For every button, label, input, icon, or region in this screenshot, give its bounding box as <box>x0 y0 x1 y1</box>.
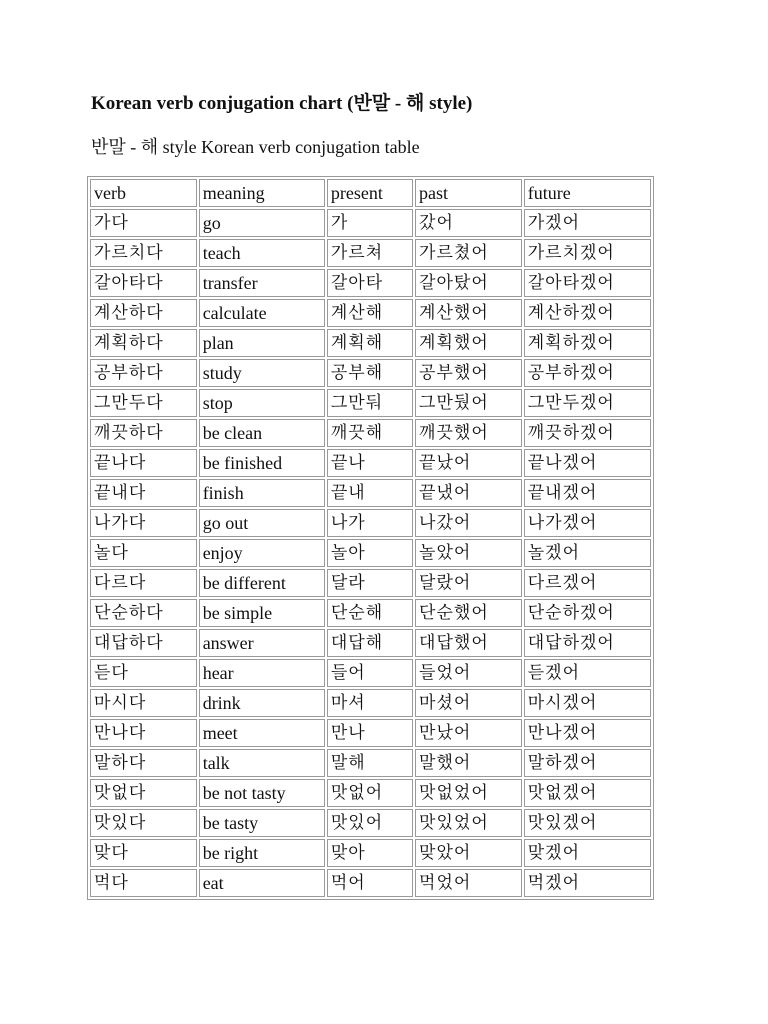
past-cell: 대답했어 <box>415 629 522 657</box>
meaning-cell: transfer <box>199 269 325 297</box>
table-row <box>90 449 651 477</box>
table-row <box>90 719 651 747</box>
present-cell: 깨끗해 <box>327 419 413 447</box>
present-cell: 계산해 <box>327 299 413 327</box>
verb-cell: 맛없다 <box>90 779 197 807</box>
verb-cell: 말하다 <box>90 749 197 777</box>
table-row <box>90 389 651 417</box>
verb-cell: 놀다 <box>90 539 197 567</box>
meaning-cell: be not tasty <box>199 779 325 807</box>
present-cell: 놀아 <box>327 539 413 567</box>
meaning-cell: be right <box>199 839 325 867</box>
header-meaning: meaning <box>199 179 325 207</box>
future-cell: 듣겠어 <box>524 659 651 687</box>
future-cell: 공부하겠어 <box>524 359 651 387</box>
present-cell: 맞아 <box>327 839 413 867</box>
present-cell: 나가 <box>327 509 413 537</box>
verb-cell: 단순하다 <box>90 599 197 627</box>
verb-cell: 만나다 <box>90 719 197 747</box>
future-cell: 가겠어 <box>524 209 651 237</box>
future-cell: 놀겠어 <box>524 539 651 567</box>
past-cell: 먹었어 <box>415 869 522 897</box>
future-cell: 먹겠어 <box>524 869 651 897</box>
past-cell: 그만뒀어 <box>415 389 522 417</box>
past-cell: 맞았어 <box>415 839 522 867</box>
verb-cell: 듣다 <box>90 659 197 687</box>
meaning-cell: calculate <box>199 299 325 327</box>
table-row <box>90 239 651 267</box>
meaning-cell: be simple <box>199 599 325 627</box>
verb-cell: 끝내다 <box>90 479 197 507</box>
verb-cell: 공부하다 <box>90 359 197 387</box>
table-row <box>90 809 651 837</box>
table-row <box>90 539 651 567</box>
meaning-cell: be clean <box>199 419 325 447</box>
future-cell: 그만두겠어 <box>524 389 651 417</box>
table-row <box>90 359 651 387</box>
table-row <box>90 329 651 357</box>
verb-cell: 다르다 <box>90 569 197 597</box>
past-cell: 들었어 <box>415 659 522 687</box>
present-cell: 가 <box>327 209 413 237</box>
header-verb: verb <box>90 179 197 207</box>
verb-cell: 맞다 <box>90 839 197 867</box>
present-cell: 끝내 <box>327 479 413 507</box>
future-cell: 계산하겠어 <box>524 299 651 327</box>
future-cell: 마시겠어 <box>524 689 651 717</box>
future-cell: 끝나겠어 <box>524 449 651 477</box>
table-row <box>90 749 651 777</box>
table-header <box>90 179 651 207</box>
present-cell: 맛있어 <box>327 809 413 837</box>
table-row <box>90 659 651 687</box>
verb-cell: 계획하다 <box>90 329 197 357</box>
verb-cell: 갈아타다 <box>90 269 197 297</box>
future-cell: 다르겠어 <box>524 569 651 597</box>
verb-cell: 나가다 <box>90 509 197 537</box>
table-row <box>90 839 651 867</box>
header-row <box>90 179 651 207</box>
meaning-cell: answer <box>199 629 325 657</box>
meaning-cell: enjoy <box>199 539 325 567</box>
verb-cell: 마시다 <box>90 689 197 717</box>
table-caption: 반말 - 해 style Korean verb conjugation table <box>91 137 420 157</box>
future-cell: 단순하겠어 <box>524 599 651 627</box>
future-cell: 갈아타겠어 <box>524 269 651 297</box>
meaning-cell: finish <box>199 479 325 507</box>
conjugation-table <box>87 176 654 900</box>
page-title: Korean verb conjugation chart (반말 - 해 style) <box>91 93 473 114</box>
meaning-cell: go <box>199 209 325 237</box>
header-future: future <box>524 179 651 207</box>
future-cell: 깨끗하겠어 <box>524 419 651 447</box>
past-cell: 끝냈어 <box>415 479 522 507</box>
future-cell: 맛없겠어 <box>524 779 651 807</box>
present-cell: 달라 <box>327 569 413 597</box>
present-cell: 공부해 <box>327 359 413 387</box>
meaning-cell: be finished <box>199 449 325 477</box>
verb-cell: 가르치다 <box>90 239 197 267</box>
past-cell: 놀았어 <box>415 539 522 567</box>
verb-cell: 그만두다 <box>90 389 197 417</box>
meaning-cell: go out <box>199 509 325 537</box>
verb-cell: 가다 <box>90 209 197 237</box>
present-cell: 그만둬 <box>327 389 413 417</box>
past-cell: 깨끗했어 <box>415 419 522 447</box>
future-cell: 말하겠어 <box>524 749 651 777</box>
past-cell: 말했어 <box>415 749 522 777</box>
meaning-cell: stop <box>199 389 325 417</box>
present-cell: 마셔 <box>327 689 413 717</box>
past-cell: 맛없었어 <box>415 779 522 807</box>
past-cell: 공부했어 <box>415 359 522 387</box>
present-cell: 말해 <box>327 749 413 777</box>
meaning-cell: plan <box>199 329 325 357</box>
meaning-cell: meet <box>199 719 325 747</box>
present-cell: 끝나 <box>327 449 413 477</box>
past-cell: 마셨어 <box>415 689 522 717</box>
past-cell: 만났어 <box>415 719 522 747</box>
header-present: present <box>327 179 413 207</box>
meaning-cell: drink <box>199 689 325 717</box>
present-cell: 먹어 <box>327 869 413 897</box>
table-body <box>90 209 651 897</box>
past-cell: 나갔어 <box>415 509 522 537</box>
table-row <box>90 509 651 537</box>
conjugation-table-container <box>87 176 654 900</box>
past-cell: 계획했어 <box>415 329 522 357</box>
verb-cell: 대답하다 <box>90 629 197 657</box>
table-row <box>90 299 651 327</box>
present-cell: 단순해 <box>327 599 413 627</box>
past-cell: 가르쳤어 <box>415 239 522 267</box>
verb-cell: 계산하다 <box>90 299 197 327</box>
meaning-cell: eat <box>199 869 325 897</box>
table-row <box>90 419 651 447</box>
future-cell: 나가겠어 <box>524 509 651 537</box>
present-cell: 가르쳐 <box>327 239 413 267</box>
table-row <box>90 869 651 897</box>
table-row <box>90 689 651 717</box>
verb-cell: 먹다 <box>90 869 197 897</box>
meaning-cell: study <box>199 359 325 387</box>
past-cell: 계산했어 <box>415 299 522 327</box>
meaning-cell: talk <box>199 749 325 777</box>
header-past: past <box>415 179 522 207</box>
table-row <box>90 479 651 507</box>
past-cell: 끝났어 <box>415 449 522 477</box>
future-cell: 끝내겠어 <box>524 479 651 507</box>
future-cell: 대답하겠어 <box>524 629 651 657</box>
present-cell: 들어 <box>327 659 413 687</box>
present-cell: 만나 <box>327 719 413 747</box>
meaning-cell: hear <box>199 659 325 687</box>
future-cell: 가르치겠어 <box>524 239 651 267</box>
present-cell: 맛없어 <box>327 779 413 807</box>
table-row <box>90 779 651 807</box>
future-cell: 맛있겠어 <box>524 809 651 837</box>
present-cell: 갈아타 <box>327 269 413 297</box>
past-cell: 단순했어 <box>415 599 522 627</box>
meaning-cell: teach <box>199 239 325 267</box>
table-row <box>90 269 651 297</box>
present-cell: 대답해 <box>327 629 413 657</box>
future-cell: 맞겠어 <box>524 839 651 867</box>
past-cell: 갈아탔어 <box>415 269 522 297</box>
meaning-cell: be tasty <box>199 809 325 837</box>
table-row <box>90 629 651 657</box>
meaning-cell: be different <box>199 569 325 597</box>
past-cell: 갔어 <box>415 209 522 237</box>
verb-cell: 깨끗하다 <box>90 419 197 447</box>
table-row <box>90 209 651 237</box>
present-cell: 계획해 <box>327 329 413 357</box>
table-row <box>90 569 651 597</box>
table-row <box>90 599 651 627</box>
verb-cell: 맛있다 <box>90 809 197 837</box>
verb-cell: 끝나다 <box>90 449 197 477</box>
past-cell: 달랐어 <box>415 569 522 597</box>
future-cell: 계획하겠어 <box>524 329 651 357</box>
past-cell: 맛있었어 <box>415 809 522 837</box>
future-cell: 만나겠어 <box>524 719 651 747</box>
